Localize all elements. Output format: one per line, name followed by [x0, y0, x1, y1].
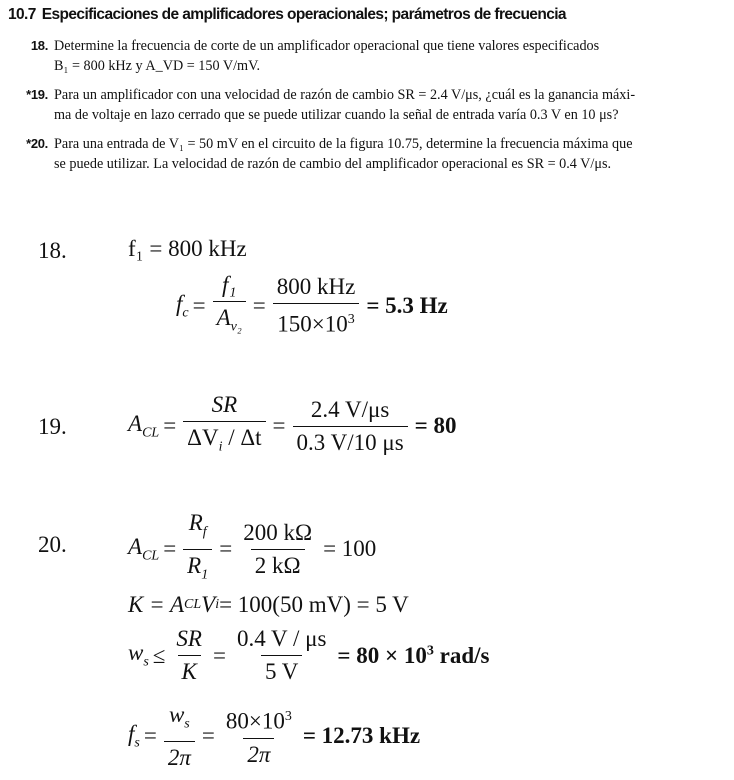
fraction-numerator: f₁ [221, 272, 237, 297]
fraction-numerator: 2.4 V/μs [310, 396, 390, 422]
lhs-var: f [176, 291, 183, 316]
denominator-sup: 3 [347, 312, 355, 328]
problem-number: 18. [30, 38, 48, 53]
solution-18-line1 [128, 236, 247, 262]
denominator-sub: 1 [201, 567, 209, 583]
fraction-denominator: R [187, 552, 202, 578]
lhs-sub: CL [142, 548, 160, 564]
fraction-numerator: R [188, 510, 203, 535]
fraction-numerator: 80×10 [225, 709, 285, 735]
solution-text: = 100(50 mV) = 5 V [219, 592, 409, 617]
section-number: 10.7 [8, 6, 36, 23]
problem-line: Para una entrada de V₁ = 50 mV en el circuito de la figura 10.75, determine la frecuencia máxima que [54, 136, 633, 152]
result: = 100 [323, 536, 377, 562]
problem-line: Determine la frecuencia de corte de un amplificador operacional que tiene valores especificados [54, 38, 600, 54]
fraction-denominator: 0.3 V/10 μs [293, 426, 408, 456]
solution-20-label: 20. [38, 532, 67, 557]
problem-text [54, 134, 728, 174]
fraction-denominator: 2 kΩ [251, 549, 305, 579]
fraction [172, 626, 206, 685]
fraction-denominator: 2π [243, 738, 274, 768]
fraction-denominator: 5 V [261, 655, 302, 685]
problem-line: B₁ = 800 kHz y A_VD = 150 V/mV. [54, 58, 261, 74]
fraction-numerator: w [168, 702, 185, 727]
numerator-sup: 3 [284, 709, 292, 725]
numerator-sub: f [202, 524, 207, 540]
fraction [164, 702, 195, 771]
fraction-numerator: 0.4 V / μs [236, 626, 327, 651]
fraction [183, 392, 265, 461]
fraction [213, 272, 246, 341]
solution-20-line3: $w_s$ ≤ $\frac{SR}{K}$ = $\frac{0.4 V / \mu s}{5 V}$ = $80 \times 10^3$ rad/s [128, 626, 490, 684]
problem-number: *19. [26, 87, 48, 102]
lhs-var: A [128, 411, 143, 436]
section-title [8, 6, 566, 24]
result [337, 643, 489, 669]
solution-text: f₁ = 800 kHz [128, 236, 247, 261]
solution-20-line1: $A_{CL}$ = $\frac{R_f}{R_1}$ = $\frac{200 k\Omega}{2 k\Omega}$ = 100 [128, 510, 380, 588]
solution-19-equation: $A_{CL}$ = $\frac{SR}{\Delta V_i / \Delta t}$ = $\frac{2.4 V/\mu s}{0.3 V/10 \mu s}$ = 80 [128, 392, 457, 461]
lhs-var: A [128, 533, 143, 559]
result: = 12.73 kHz [302, 723, 421, 749]
fraction-numerator: 800 kHz [276, 274, 356, 300]
denominator-sub: i [218, 439, 223, 455]
problem-text [54, 85, 728, 125]
fraction [273, 274, 360, 338]
fraction-denominator: 2π [164, 741, 195, 771]
section-title-text: Especificaciones de amplificadores operacionales; parámetros de frecuencia [41, 6, 566, 23]
problem-line: ma de voltaje en lazo cerrado que se puede utilizar cuando la señal de entrada varía 0.3 V en 10 μs? [54, 107, 619, 123]
result: = 5.3 Hz [366, 293, 448, 319]
problem-line: se puede utilizar. La velocidad de razón de cambio del amplificador operacional es SR = 0.4 V/μs. [54, 156, 612, 172]
problem-line: Para un amplificador con una velocidad de razón de cambio SR = 2.4 V/μs, ¿cuál es la ganancia máxi- [54, 87, 636, 103]
result-text: = 80 × 10 [337, 642, 427, 668]
fraction-denominator: ΔV [187, 425, 219, 450]
solution-20-line2 [128, 592, 409, 618]
fraction-numerator: SR [211, 392, 238, 417]
fraction-numerator: SR [176, 626, 202, 651]
fraction [293, 397, 408, 456]
solution-text: V [201, 592, 216, 617]
fraction-denominator: K [178, 655, 201, 685]
lhs-sub: c [182, 305, 189, 321]
solution-text: K = A [128, 592, 184, 617]
solution-18-label: 18. [38, 238, 67, 263]
solution-sub: i [215, 597, 220, 612]
fraction-numerator: 200 kΩ [243, 519, 313, 545]
fraction-denominator: A [216, 305, 231, 330]
fraction [183, 510, 212, 588]
solution-sub: CL [184, 597, 202, 612]
result-sup: 3 [426, 642, 434, 658]
numerator-sub: s [184, 716, 190, 732]
lhs-sub: CL [142, 425, 160, 441]
problem-text [54, 36, 728, 76]
result: = 80 [414, 413, 457, 439]
lhs-sub: s [143, 654, 149, 670]
fraction [233, 626, 330, 685]
problem-number: *20. [26, 136, 48, 151]
solution-18-equation: $f_c$ = $\frac{\text{f₁}}{A_{v_2}}$ = $\frac{\text{800 kHz}}{150\times 10^3}$ = 5.3 Hz [176, 272, 448, 341]
fraction [239, 520, 316, 579]
solution-20-line4: $f_s$ = $\frac{w_s}{2\pi}$ = $\frac{80\times 10^3}{2\pi}$ = 12.73 kHz [128, 702, 421, 770]
fraction [222, 704, 296, 768]
fraction-denominator: 150×10 [277, 312, 348, 338]
lhs-var: w [128, 640, 144, 666]
denominator-sub: v₂ [230, 319, 242, 335]
lhs-var: f [128, 721, 135, 746]
denominator-tail: / Δt [222, 425, 262, 450]
result-text: rad/s [433, 642, 490, 668]
solution-19-label: 19. [38, 414, 67, 439]
lhs-sub: s [134, 735, 140, 751]
